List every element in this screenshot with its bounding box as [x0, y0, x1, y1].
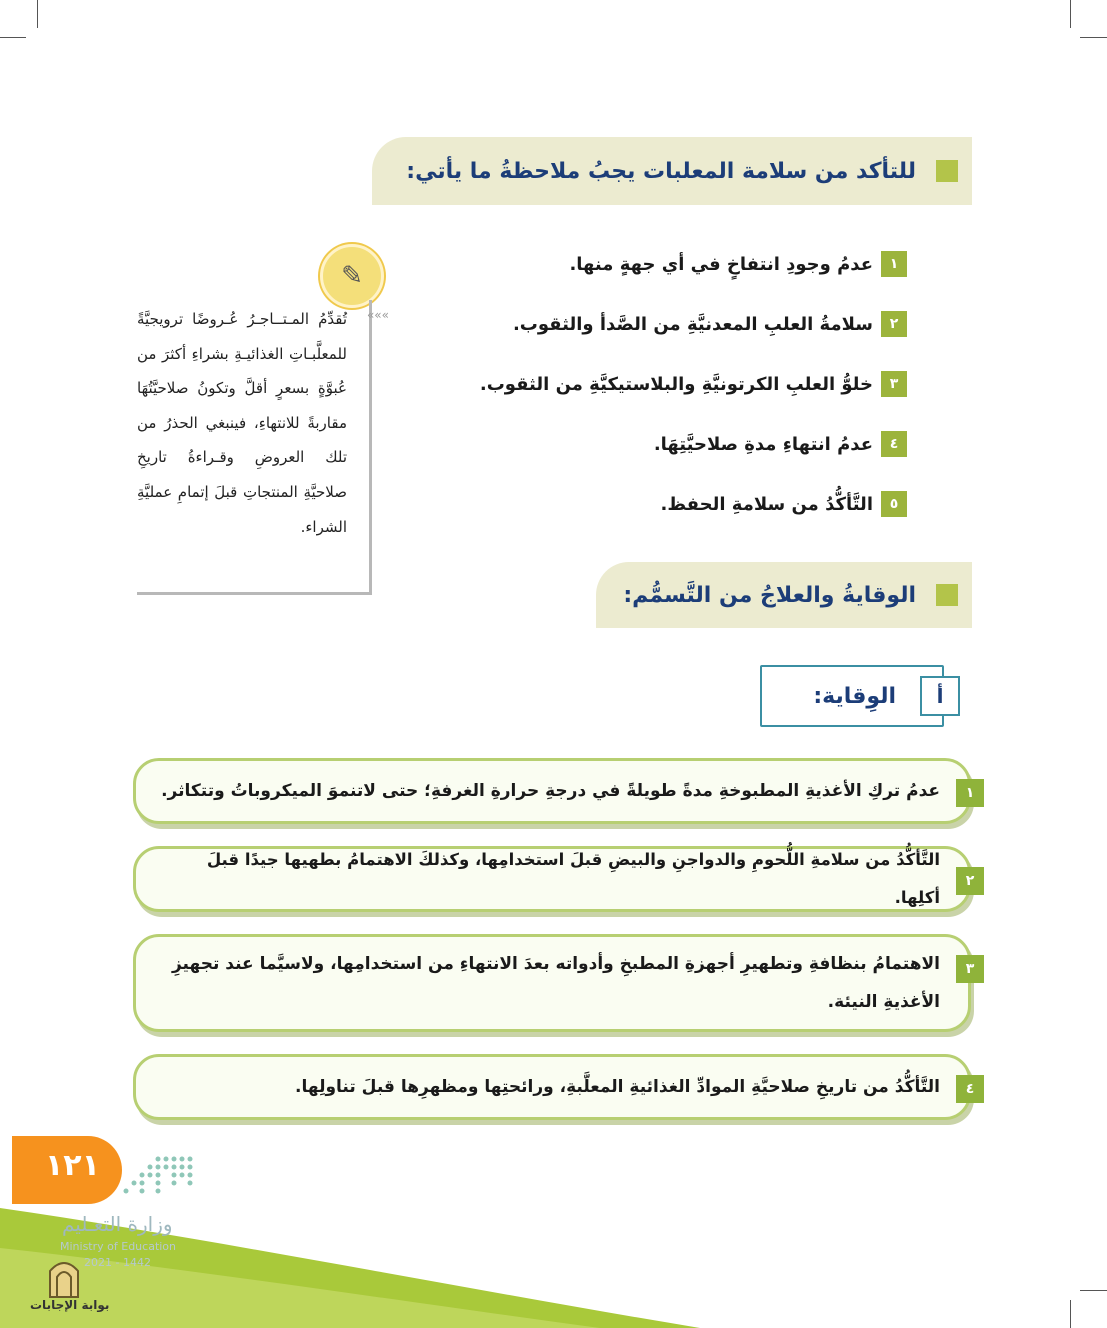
crop-mark — [1080, 1290, 1107, 1291]
notepad-icon: ✎ — [320, 244, 384, 308]
ministry-year: 2021 - 1442 — [84, 1256, 151, 1269]
item-text: التَّأكُّدُ من سلامةِ الحفظ. — [660, 493, 873, 515]
heading-bullet — [936, 584, 958, 606]
item-number: ٣ — [956, 955, 984, 983]
item-text: عدمُ تركِ الأغذيةِ المطبوخةِ مدةً طويلةً في درجةِ حرارةِ الغرفةِ؛ حتى لاتنموَ الميكروباتُ وتتكاثر. — [161, 781, 940, 801]
gate-logo-icon — [44, 1255, 84, 1299]
section-heading-prevention — [596, 562, 972, 628]
item-number: ١ — [881, 251, 907, 277]
subheading-prevention — [760, 665, 944, 727]
item-number: ١ — [956, 779, 984, 807]
item-number: ٢ — [956, 867, 984, 895]
prevention-item — [133, 1054, 975, 1120]
section-heading-text: الوقايةُ والعلاجُ من التَّسمُّم: — [623, 582, 916, 608]
item-number: ٤ — [956, 1075, 984, 1103]
section-heading-text: للتأكد من سلامة المعلبات يجبُ ملاحظةُ ما يأتي: — [406, 158, 916, 184]
ministry-logo-dots — [118, 1155, 198, 1195]
note-arrows: ««« — [366, 308, 389, 322]
crop-mark — [37, 0, 38, 28]
item-number: ٥ — [881, 491, 907, 517]
item-text: التَّأكُّدُ من تاريخِ صلاحيَّةِ الموادِّ الغذائيةِ المعلَّبةِ، ورائحتِها ومظهرِها قبلَ تناولِها. — [295, 1077, 940, 1097]
side-note-text: تُقدِّمُ المـتــاجـرُ عُـروضًا ترويجيَّةً للمعلَّبـاتِ الغذائيـةِ بشراءِ أكثرَ من عُبوَّةٍ بسعرٍ أقلَّ وتكونُ صلاحيَّتُهَا مقاربةً للانتهاءِ، فينبغي الحذرُ من تلك العروضِ وقـراءةُ تاريخِ صلاحيَّةِ المنتجاتِ قبلَ إتمامِ عمليَّةِ الشراء. — [137, 310, 347, 536]
crop-mark — [0, 37, 26, 38]
prevention-item — [133, 758, 975, 824]
item-text: عدمُ انتهاءِ مدةِ صلاحيَّتِهَا. — [653, 433, 873, 455]
crop-mark — [1070, 1300, 1071, 1328]
prevention-item — [133, 846, 975, 912]
item-text: التَّأكُّدُ من سلامةِ اللُّحومِ والدواجنِ والبيضِ قبلَ استخدامِها، وكذلكَ الاهتمامُ بطهيها جيدًا قبلَ أكلِها. — [206, 850, 940, 907]
crop-mark — [1070, 0, 1071, 28]
side-note — [137, 300, 389, 595]
item-number: ٢ — [881, 311, 907, 337]
ministry-name-ar: وزارة التعـليم — [62, 1212, 173, 1236]
check-item — [654, 431, 907, 457]
item-text: الاهتمامُ بنظافةِ وتطهيرِ أجهزةِ المطبخِ وأدواته بعدَ الانتهاءِ من استخدامِها، ولاسيَّما عند تجهيزِ الأغذيةِ النيئة. — [171, 954, 940, 1012]
item-number: ٣ — [881, 371, 907, 397]
heading-bullet — [936, 160, 958, 182]
check-item — [661, 491, 907, 517]
crop-mark — [1080, 37, 1107, 38]
watermark-text: بوابة الإجابات — [30, 1298, 110, 1312]
item-text: خلوُّ العلبِ الكرتونيَّةِ والبلاستيكيَّةِ من الثقوب. — [479, 373, 873, 395]
check-item — [569, 251, 907, 277]
prevention-item — [133, 934, 975, 1032]
page-number: ١٢١ — [45, 1148, 100, 1183]
item-number: ٤ — [881, 431, 907, 457]
item-text: عدمُ وجودِ انتفاخٍ في أي جهةٍ منها. — [569, 253, 873, 275]
subheading-letter: أ — [920, 676, 960, 716]
check-item — [480, 371, 907, 397]
item-text: سلامةُ العلبِ المعدنيَّةِ من الصَّدأ والثقوب. — [512, 313, 873, 335]
section-heading-cans — [372, 137, 972, 205]
check-item — [513, 311, 907, 337]
ministry-name-en: Ministry of Education — [60, 1240, 177, 1253]
subheading-label: الوِقاية: — [813, 683, 896, 709]
